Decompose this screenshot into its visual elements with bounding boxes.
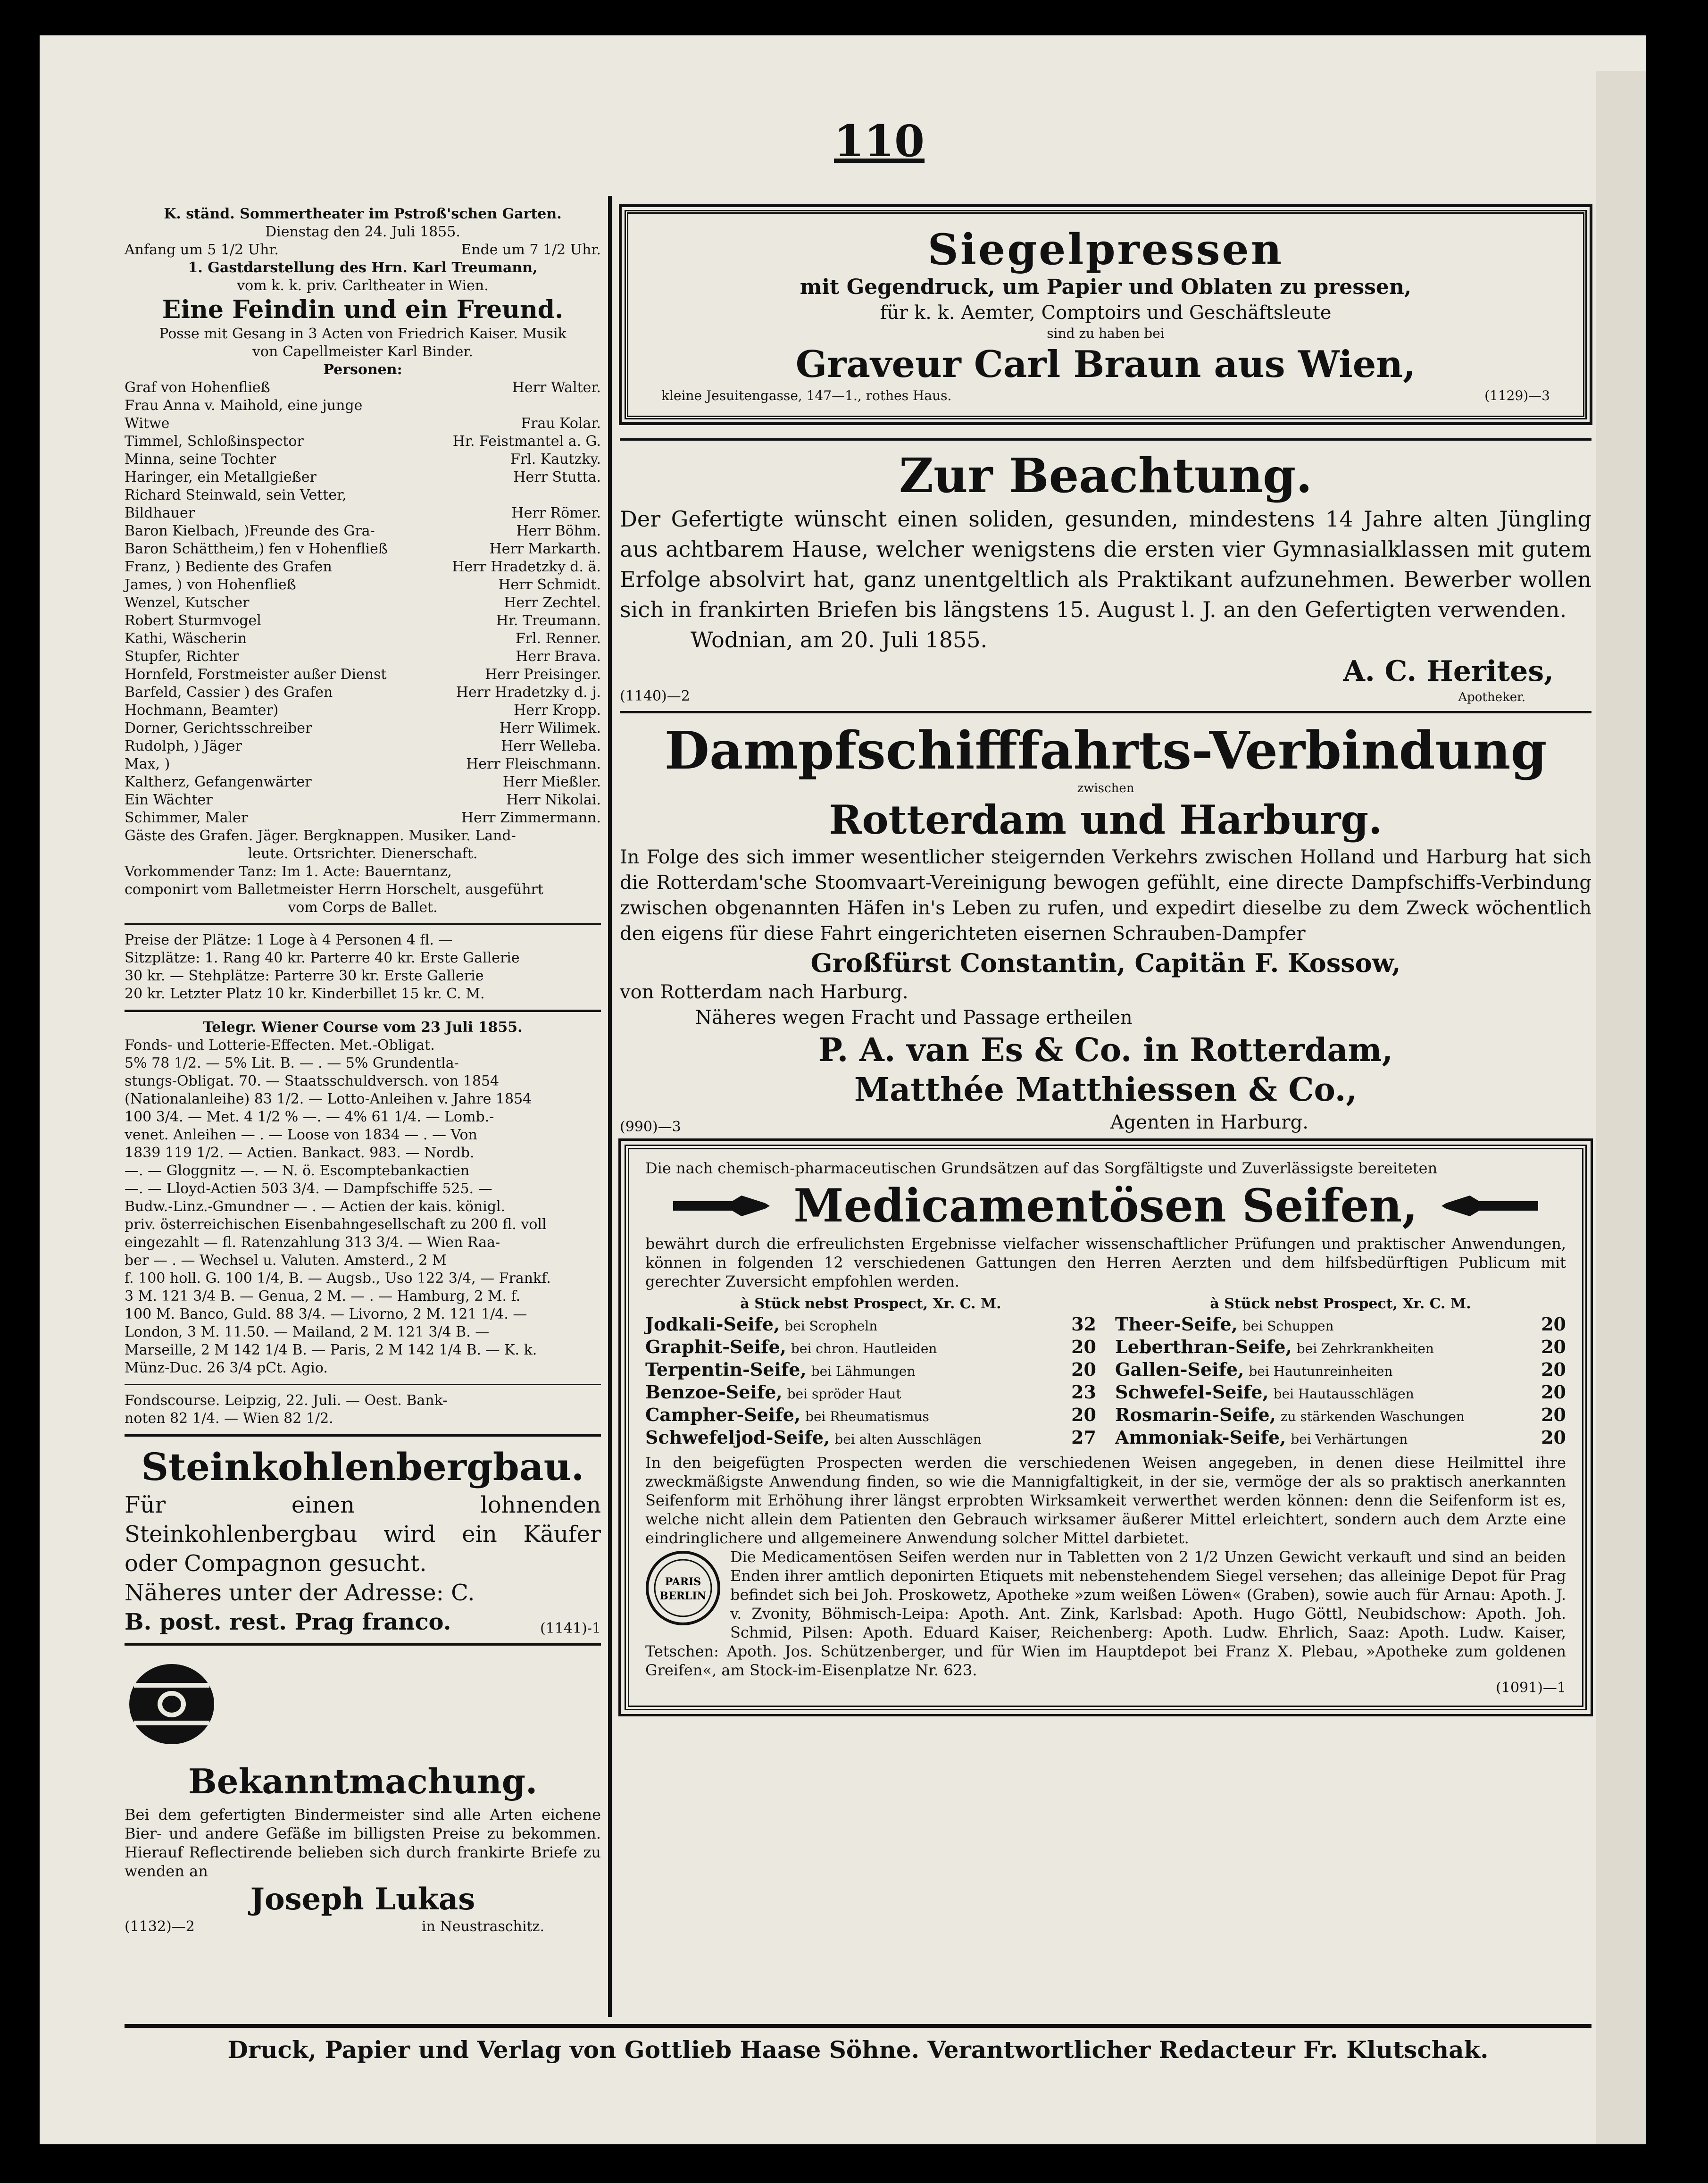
medic-ref: (1091)—1: [1496, 1680, 1566, 1696]
dampf-ship: Großfürst Constantin, Capitän F. Kossow,: [810, 948, 1401, 978]
cast-row: [125, 415, 601, 433]
cast-role: Wenzel, Kutscher: [125, 594, 250, 611]
soap-entry: [645, 1404, 929, 1427]
cast-row: [125, 522, 601, 540]
siegel-ref: (1129)—3: [1484, 388, 1550, 403]
cast-role: Kathi, Wäscherin: [125, 630, 247, 647]
left-column: [125, 205, 601, 1935]
cast-actor: Herr Kropp.: [514, 702, 601, 719]
steinkohle-addr-row: [125, 1607, 601, 1637]
cast-list: [125, 379, 601, 827]
cast-row: [125, 397, 601, 415]
soap-row: [645, 1313, 1096, 1336]
cast-actor: [596, 486, 601, 504]
soap-price: 20: [1541, 1427, 1566, 1448]
soap-row: [1115, 1313, 1566, 1336]
play-title: Eine Feindin und ein Freund.: [162, 295, 564, 324]
beachtung-role: Apotheker.: [1458, 690, 1525, 704]
cast-row: [125, 755, 601, 773]
cast-role: Minna, seine Tochter: [125, 451, 276, 468]
cast-row: [125, 737, 601, 755]
divider: [125, 923, 601, 925]
steinkohle-title: Steinkohlenbergbau.: [141, 1445, 584, 1489]
cast-role: Stupfer, Richter: [125, 648, 239, 665]
soap-use: zu stärkenden Waschungen: [1280, 1409, 1465, 1424]
cast-actor: Herr Schmidt.: [498, 577, 601, 593]
page-number: 110: [833, 116, 925, 167]
cast-role: Rudolph, ) Jäger: [125, 738, 242, 754]
cast-row: [125, 540, 601, 558]
cast-role: Hornfeld, Forstmeister außer Dienst: [125, 666, 387, 683]
cast-row: [125, 486, 601, 504]
cast-actor: [596, 397, 601, 415]
cast-row: [125, 379, 601, 397]
soap-use: bei Schuppen: [1242, 1318, 1334, 1334]
soap-name: Rosmarin-Seife,: [1115, 1404, 1276, 1425]
leipzig-line-1: Fondscourse. Leipzig, 22. Juli. — Oest. Bank-: [125, 1392, 448, 1409]
cast-role: Haringer, ein Metallgießer: [125, 469, 317, 485]
soap-row: [645, 1404, 1096, 1427]
soap-price: 20: [1071, 1359, 1096, 1380]
dampf-agent-place: Agenten in Harburg.: [1110, 1112, 1308, 1133]
cast-row: [125, 791, 601, 809]
soap-row: [645, 1427, 1096, 1449]
course-line: 100 M. Banco, Guld. 88 3/4. — Livorno, 2 M. 121 1/4. —: [125, 1306, 527, 1322]
cast-actor: Herr Zechtel.: [504, 594, 601, 611]
course-line: (Nationalanleihe) 83 1/2. — Lotto-Anleihen v. Jahre 1854: [125, 1091, 532, 1107]
siegel-title: Siegelpressen: [927, 225, 1284, 275]
cast-role: Kaltherz, Gefangenwärter: [125, 774, 312, 790]
soap-price: 32: [1071, 1313, 1096, 1335]
soap-name: Jodkali-Seife,: [645, 1313, 780, 1335]
course-line: Telegr. Wiener Course vom 23 Juli 1855.: [203, 1019, 523, 1036]
soap-entry: [1115, 1359, 1393, 1381]
theater-times: [125, 241, 601, 259]
column-rule: [608, 196, 612, 2017]
soap-row: [1115, 1404, 1566, 1427]
cast-actor: Herr Brava.: [516, 648, 601, 665]
cast-actor: Frl. Renner.: [515, 630, 601, 647]
cast-role: Baron Kielbach, )Freunde des Gra-: [125, 523, 375, 539]
soap-name: Schwefeljod-Seife,: [645, 1427, 830, 1448]
leipzig-line-2: noten 82 1/4. — Wien 82 1/2.: [125, 1410, 333, 1427]
cast-actor: Herr Welleba.: [501, 738, 601, 754]
cast-row: [125, 666, 601, 684]
soap-row: [1115, 1427, 1566, 1449]
soap-price: 20: [1071, 1336, 1096, 1357]
soap-column-head: à Stück nebst Prospect, Xr. C. M.: [740, 1296, 1001, 1312]
seal-text-2: BERLIN: [659, 1590, 707, 1602]
dampf-title: Dampfschifffahrts-Verbindung: [664, 720, 1547, 781]
cast-row: [125, 702, 601, 719]
cast-actor: Frau Kolar.: [521, 415, 601, 432]
cast-row: [125, 684, 601, 702]
play-subtitle-1: Posse mit Gesang in 3 Acten von Friedrich Kaiser. Musik: [159, 326, 567, 342]
cast-actor: Herr Fleischmann.: [466, 756, 601, 772]
dampf-info: Näheres wegen Fracht und Passage ertheilen: [695, 1007, 1133, 1029]
course-line: London, 3 M. 11.50. — Mailand, 2 M. 121 3/4 B. —: [125, 1324, 490, 1340]
course-line: —. — Lloyd-Actien 503 3/4. — Dampfschiffe 525. —: [125, 1180, 492, 1197]
cast-actor: Frl. Kautzky.: [510, 451, 601, 468]
steinkohle-ref: (1141)-1: [540, 1620, 601, 1637]
prices-line-4: 20 kr. Letzter Platz 10 kr. Kinderbillet 15 kr. C. M.: [125, 986, 485, 1002]
soap-entry: [645, 1427, 982, 1449]
bekannt-body: Bei dem gefertigten Bindermeister sind alle Arten eichene Bier- und andere Gefäße im billigsten Preise zu bekommen. Hierauf Reflectirende belieben sich durch frankirte Briefe zu wenden an: [125, 1806, 601, 1880]
beachtung-sign-row: [620, 655, 1591, 688]
soap-price: 20: [1541, 1359, 1566, 1380]
siegel-sub-1: mit Gegendruck, um Papier und Oblaten zu pressen,: [800, 275, 1412, 299]
soap-entry: [1115, 1313, 1334, 1336]
soap-use: bei chron. Hautleiden: [791, 1341, 937, 1356]
course-line: —. — Gloggnitz —. — N. ö. Escomptebankactien: [125, 1163, 470, 1179]
courses-list: [125, 1019, 601, 1377]
dance-line-1: Vorkommender Tanz: Im 1. Acte: Bauerntanz,: [125, 863, 452, 880]
cast-actor: Herr Markarth.: [489, 541, 601, 557]
seal-emblem: [645, 1550, 721, 1626]
cast-actor: Herr Mießler.: [502, 774, 601, 790]
course-line: Marseille, 2 M 142 1/4 B. — Paris, 2 M 142 1/4 B. — K. k.: [125, 1342, 537, 1358]
cast-actor: Herr Preisinger.: [485, 666, 601, 683]
cast-actor: Herr Böhm.: [516, 523, 601, 539]
dampf-between: zwischen: [1077, 781, 1134, 795]
prices-line-2: Sitzplätze: 1. Rang 40 kr. Parterre 40 kr. Erste Gallerie: [125, 950, 520, 966]
soap-use: bei Scropheln: [784, 1318, 878, 1334]
course-line: stungs-Obligat. 70. — Staatsschuldversch. von 1854: [125, 1073, 500, 1089]
soap-price: 23: [1071, 1381, 1096, 1403]
course-line: 3 M. 121 3/4 B. — Genua, 2 M. — . — Hamburg, 2 M. f.: [125, 1288, 521, 1305]
cast-row: [125, 648, 601, 666]
medic-body-2: In den beigefügten Prospecten werden die verschiedenen Weisen angegeben, in denen diese Heilmittel ihre zweckmäßigste Anwendung finden, so wie die Mannigfaltigkeit, in der sie, vermöge der als so praktisch anerkannten Seifenform mit Erhöhung ihrer längst erprobten Wirksamkeit verwerthet werden können: denn die Seifenform ist es, welche nicht allein dem Patienten den Gebrauch wirksamer äußerer Mittel erleichtert, sondern auch dem Arzte eine eindringlichere und allgemeinere Anwendung solcher Mittel darbietet.: [645, 1454, 1566, 1547]
soap-name: Benzoe-Seife,: [645, 1381, 783, 1403]
cast-actor: Herr Wilimek.: [499, 720, 601, 736]
cast-role: Hochmann, Beamter): [125, 702, 279, 719]
soap-price: 27: [1071, 1427, 1096, 1448]
bekannt-footer: [125, 1918, 601, 1935]
soap-entry: [645, 1381, 901, 1404]
course-line: Münz-Duc. 26 3/4 pCt. Agio.: [125, 1360, 328, 1376]
medic-title: Medicamentösen Seifen,: [793, 1179, 1418, 1232]
right-column: [620, 210, 1591, 1710]
guests-line-2: leute. Ortsrichter. Dienerschaft.: [248, 845, 478, 862]
soap-column-right: [1115, 1295, 1566, 1449]
cast-actor: Hr. Treumann.: [496, 612, 601, 629]
cast-role: Richard Steinwald, sein Vetter,: [125, 487, 347, 503]
soap-column-left: [645, 1295, 1096, 1449]
dampf-footer: [620, 1110, 1591, 1135]
medic-intro: Die nach chemisch-pharmaceutischen Grundsätzen auf das Sorgfältigste und Zuverlässigste bereiteten: [645, 1159, 1438, 1177]
course-line: priv. österreichischen Eisenbahngesellschaft zu 200 fl. voll: [125, 1216, 547, 1233]
cast-actor: Herr Walter.: [512, 379, 601, 396]
course-line: 5% 78 1/2. — 5% Lit. B. — . — 5% Grundentla-: [125, 1055, 459, 1071]
beachtung-title: Zur Beachtung.: [899, 448, 1313, 503]
theater-date: Dienstag den 24. Juli 1855.: [265, 224, 460, 240]
soap-name: Schwefel-Seife,: [1115, 1381, 1269, 1403]
siegel-sub-3: sind zu haben bei: [1047, 326, 1165, 341]
cast-row: [125, 468, 601, 486]
soap-entry: [1115, 1427, 1408, 1449]
imprint-footer: Druck, Papier und Verlag von Gottlieb Haase Söhne. Verantwortlicher Redacteur Fr. Klutschak.: [227, 2036, 1489, 2064]
cast-actor: Herr Nikolai.: [506, 792, 601, 808]
cast-actor: Herr Stutta.: [513, 469, 601, 485]
soap-price: 20: [1541, 1381, 1566, 1403]
soap-row: [645, 1336, 1096, 1359]
medic-footer: [645, 1680, 1566, 1696]
cast-actor: Hr. Feistmantel a. G.: [452, 433, 601, 450]
cast-row: [125, 558, 601, 576]
beachtung-ref: (1140)—2: [620, 688, 690, 704]
cast-row: [125, 612, 601, 630]
course-line: eingezahlt — fl. Ratenzahlung 313 3/4. — Wien Raa-: [125, 1234, 500, 1251]
cast-role: Ein Wächter: [125, 792, 213, 808]
soap-name: Leberthran-Seife,: [1115, 1336, 1292, 1357]
soap-use: bei Rheumatismus: [805, 1409, 929, 1424]
soap-use: bei alten Ausschlägen: [834, 1431, 982, 1447]
divider: [125, 1434, 601, 1437]
soap-row: [645, 1359, 1096, 1381]
prices-line-3: 30 kr. — Stehplätze: Parterre 30 kr. Erste Gallerie: [125, 968, 484, 984]
footer-rule: [125, 2024, 1591, 2028]
soap-use: bei spröder Haut: [787, 1386, 901, 1402]
guests-line-1: Gäste des Grafen. Jäger. Bergknappen. Musiker. Land-: [125, 828, 516, 844]
course-line: Fonds- und Lotterie-Effecten. Met.-Obligat.: [125, 1037, 435, 1054]
cast-role: Baron Schättheim,) fen v Hohenfließ: [125, 541, 388, 557]
soap-entry: [645, 1313, 877, 1336]
cast-role: Robert Sturmvogel: [125, 612, 261, 629]
soap-name: Gallen-Seife,: [1115, 1359, 1244, 1380]
prices-line-1: Preise der Plätze: 1 Loge à 4 Personen 4 fl. —: [125, 932, 453, 948]
cast-role: Franz, ) Bediente des Grafen: [125, 559, 332, 575]
seal-text-1: PARIS: [665, 1576, 701, 1588]
divider: [125, 1643, 601, 1646]
course-line: Budw.-Linz.-Gmundner — . — Actien der kais. königl.: [125, 1198, 506, 1215]
theater-guest-1: 1. Gastdarstellung des Hrn. Karl Treumann,: [188, 259, 538, 276]
theater-guest-2: vom k. k. priv. Carltheater in Wien.: [237, 277, 489, 294]
soap-column-head: à Stück nebst Prospect, Xr. C. M.: [1210, 1296, 1471, 1312]
dance-line-2: componirt vom Balletmeister Herrn Horschelt, ausgeführt: [125, 881, 543, 898]
dampf-route: Rotterdam und Harburg.: [829, 796, 1383, 843]
soap-use: bei Lähmungen: [811, 1363, 916, 1379]
soap-entry: [1115, 1404, 1465, 1427]
dampf-ref: (990)—3: [620, 1119, 681, 1135]
soap-row: [1115, 1381, 1566, 1404]
cast-row: [125, 719, 601, 737]
play-subtitle-2: von Capellmeister Karl Binder.: [252, 343, 473, 360]
cast-row: [125, 594, 601, 612]
pointing-hand-left-icon: [1437, 1192, 1541, 1220]
page-margin-strip: [1596, 71, 1646, 2144]
siegel-sub-2: für k. k. Aemter, Comptoirs und Geschäftsleute: [880, 302, 1332, 324]
pointing-hand-right-icon: [671, 1192, 775, 1220]
soap-use: bei Hautunreinheiten: [1249, 1363, 1393, 1379]
beachtung-place: Wodnian, am 20. Juli 1855.: [691, 627, 988, 652]
soap-name: Theer-Seife,: [1115, 1313, 1238, 1335]
cast-row: [125, 630, 601, 648]
soap-price: 20: [1541, 1313, 1566, 1335]
soap-price: 20: [1541, 1336, 1566, 1357]
cast-role: Bildhauer: [125, 505, 195, 521]
soap-name: Ammoniak-Seife,: [1115, 1427, 1286, 1448]
dance-line-3: vom Corps de Ballet.: [288, 899, 438, 916]
cast-role: Frau Anna v. Maihold, eine junge: [125, 397, 363, 414]
cast-role: Graf von Hohenfließ: [125, 379, 270, 396]
siegel-ad: [625, 210, 1587, 419]
divider: [125, 1384, 601, 1385]
soap-entry: [645, 1359, 916, 1381]
steinkohle-addr-2: B. post. rest. Prag franco.: [125, 1609, 451, 1635]
soap-price: 20: [1541, 1404, 1566, 1425]
soap-use: bei Zehrkrankheiten: [1296, 1341, 1434, 1356]
cast-row: [125, 504, 601, 522]
beachtung-name: A. C. Herites,: [1343, 655, 1554, 688]
cast-row: [125, 451, 601, 468]
theater-heading: K. ständ. Sommertheater im Pstroß'schen Garten.: [164, 206, 562, 222]
cast-role: Dorner, Gerichtsschreiber: [125, 720, 312, 736]
dampf-agent-1: P. A. van Es & Co. in Rotterdam,: [818, 1031, 1393, 1069]
cast-row: [125, 773, 601, 791]
cast-role: Witwe: [125, 415, 170, 432]
medic-ad: [625, 1145, 1587, 1710]
soap-use: bei Hautausschlägen: [1273, 1386, 1414, 1402]
soap-use: bei Verhärtungen: [1291, 1431, 1408, 1447]
cast-actor: Herr Zimmermann.: [461, 810, 601, 826]
cast-actor: Herr Römer.: [511, 505, 601, 521]
soap-row: [1115, 1359, 1566, 1381]
barrel-icon: [125, 1657, 219, 1751]
dampf-agent-2: Matthée Matthiessen & Co.,: [854, 1071, 1358, 1109]
siegel-addr: kleine Jesuitengasse, 147—1., rothes Haus.: [661, 388, 952, 403]
cast-row: [125, 809, 601, 827]
steinkohle-addr-1: Näheres unter der Adresse: C.: [125, 1580, 475, 1606]
steinkohle-body: Für einen lohnenden Steinkohlenbergbau wird ein Käufer oder Compagnon gesucht.: [125, 1492, 601, 1577]
course-line: ber — . — Wechsel u. Valuten. Amsterd., 2 M: [125, 1252, 447, 1269]
bekannt-name: Joseph Lukas: [250, 1882, 475, 1917]
soap-name: Terpentin-Seife,: [645, 1359, 807, 1380]
theater-start: Anfang um 5 1/2 Uhr.: [125, 242, 279, 258]
dampf-body: In Folge des sich immer wesentlicher steigernden Verkehrs zwischen Holland und Harburg hat sich die Rotterdam'sche Stoomvaart-Vereinigung bewogen gefühlt, eine directe Dampfschiffs-Verbindung zwischen obgenannten Häfen in's Leben zu rufen, und expedirt dieselbe zu dem Zweck wöchentlich den eigens für diese Fahrt eingerichteten eisernen Schrauben-Dampfer: [620, 846, 1591, 945]
bekannt-ref: (1132)—2: [125, 1918, 195, 1935]
dampf-from-to: von Rotterdam nach Harburg.: [620, 981, 908, 1003]
divider: [620, 438, 1591, 441]
cast-actor: Herr Hradetzky d. j.: [456, 684, 601, 701]
bekannt-title: Bekanntmachung.: [188, 1761, 538, 1801]
medic-title-row: [645, 1178, 1566, 1234]
course-line: venet. Anleihen — . — Loose von 1834 — . — Von: [125, 1127, 477, 1143]
newspaper-page: [40, 35, 1646, 2144]
cast-role: Barfeld, Cassier ) des Grafen: [125, 684, 333, 701]
medic-body-3: Die Medicamentösen Seifen werden nur in Tabletten von 2 1/2 Unzen Gewicht verkauft und sind an beiden Enden ihrer amtlich deponirten Etiquets mit nebenstehendem Siegel versehen; das alleinige Depot für Prag befindet sich bei Joh. Proskowetz, Apotheke »zum weißen Löwen« (Graben), sowie auch für Arnau: Apoth. J. v. Zvonity, Böhmisch-Leipa: Apoth. Ant. Zink, Karlsbad: Apoth. Hugo Göttl, Neubidschow: Apoth. Joh. Schmid, Pilsen: Apoth. Eduard Kaiser, Reichenberg: Apoth. Ludw. Ehrlich, Saaz: Apoth. Ludw. Kaiser, Tetschen: Apoth. Jos. Schützenberger, und für Wien im Hauptdepot bei Franz X. Plebau, »Apotheke zum goldenen Greifen«, am Stock-im-Eisenplatze Nr. 623.: [645, 1548, 1566, 1679]
theater-end: Ende um 7 1/2 Uhr.: [461, 242, 601, 258]
soap-entry: [645, 1336, 937, 1359]
cast-role: Max, ): [125, 756, 170, 772]
soap-name: Campher-Seife,: [645, 1404, 801, 1425]
soap-row: [645, 1381, 1096, 1404]
cast-role: Schimmer, Maler: [125, 810, 248, 826]
bekannt-place: in Neustraschitz.: [422, 1918, 544, 1935]
soap-name: Graphit-Seife,: [645, 1336, 786, 1357]
divider: [125, 1010, 601, 1012]
soap-price: 20: [1071, 1404, 1096, 1425]
soap-table: [645, 1295, 1566, 1449]
medic-body-1: bewährt durch die erfreulichsten Ergebnisse vielfacher wissenschaftlicher Prüfungen und praktischer Anwendungen, können in folgenden 12 verschiedenen Gattungen den Herren Aerzten und dem hilfsbedürftigen Publicum mit gerechter Zuversicht empfohlen werden.: [645, 1235, 1566, 1290]
siegel-addr-row: [647, 387, 1564, 404]
beachtung-role-row: [620, 688, 1591, 704]
course-line: 1839 119 1/2. — Actien. Bankact. 983. — Nordb.: [125, 1145, 475, 1161]
siegel-name: Graveur Carl Braun aus Wien,: [795, 343, 1416, 386]
cast-role: James, ) von Hohenfließ: [125, 577, 296, 593]
cast-row: [125, 433, 601, 451]
soap-entry: [1115, 1336, 1434, 1359]
persons-heading: Personen:: [323, 361, 402, 378]
soap-row: [1115, 1336, 1566, 1359]
cast-row: [125, 576, 601, 594]
beachtung-body: Der Gefertigte wünscht einen soliden, gesunden, mindestens 14 Jahre alten Jüngling aus achtbarem Hause, welcher wenigstens die ersten vier Gymnasialklassen mit gutem Erfolge absolvirt hat, ganz unentgeltlich als Praktikant aufzunehmen. Bewerber wollen sich in frankirten Briefen bis längstens 15. August l. J. an den Gefertigten verwenden.: [620, 506, 1591, 622]
soap-entry: [1115, 1381, 1414, 1404]
course-line: 100 3/4. — Met. 4 1/2 % —. — 4% 61 1/4. — Lomb.-: [125, 1109, 494, 1125]
cast-actor: Herr Hradetzky d. ä.: [452, 559, 601, 575]
divider: [620, 711, 1591, 713]
course-line: f. 100 holl. G. 100 1/4, B. — Augsb., Uso 122 3/4, — Frankf.: [125, 1270, 551, 1287]
cast-role: Timmel, Schloßinspector: [125, 433, 304, 450]
